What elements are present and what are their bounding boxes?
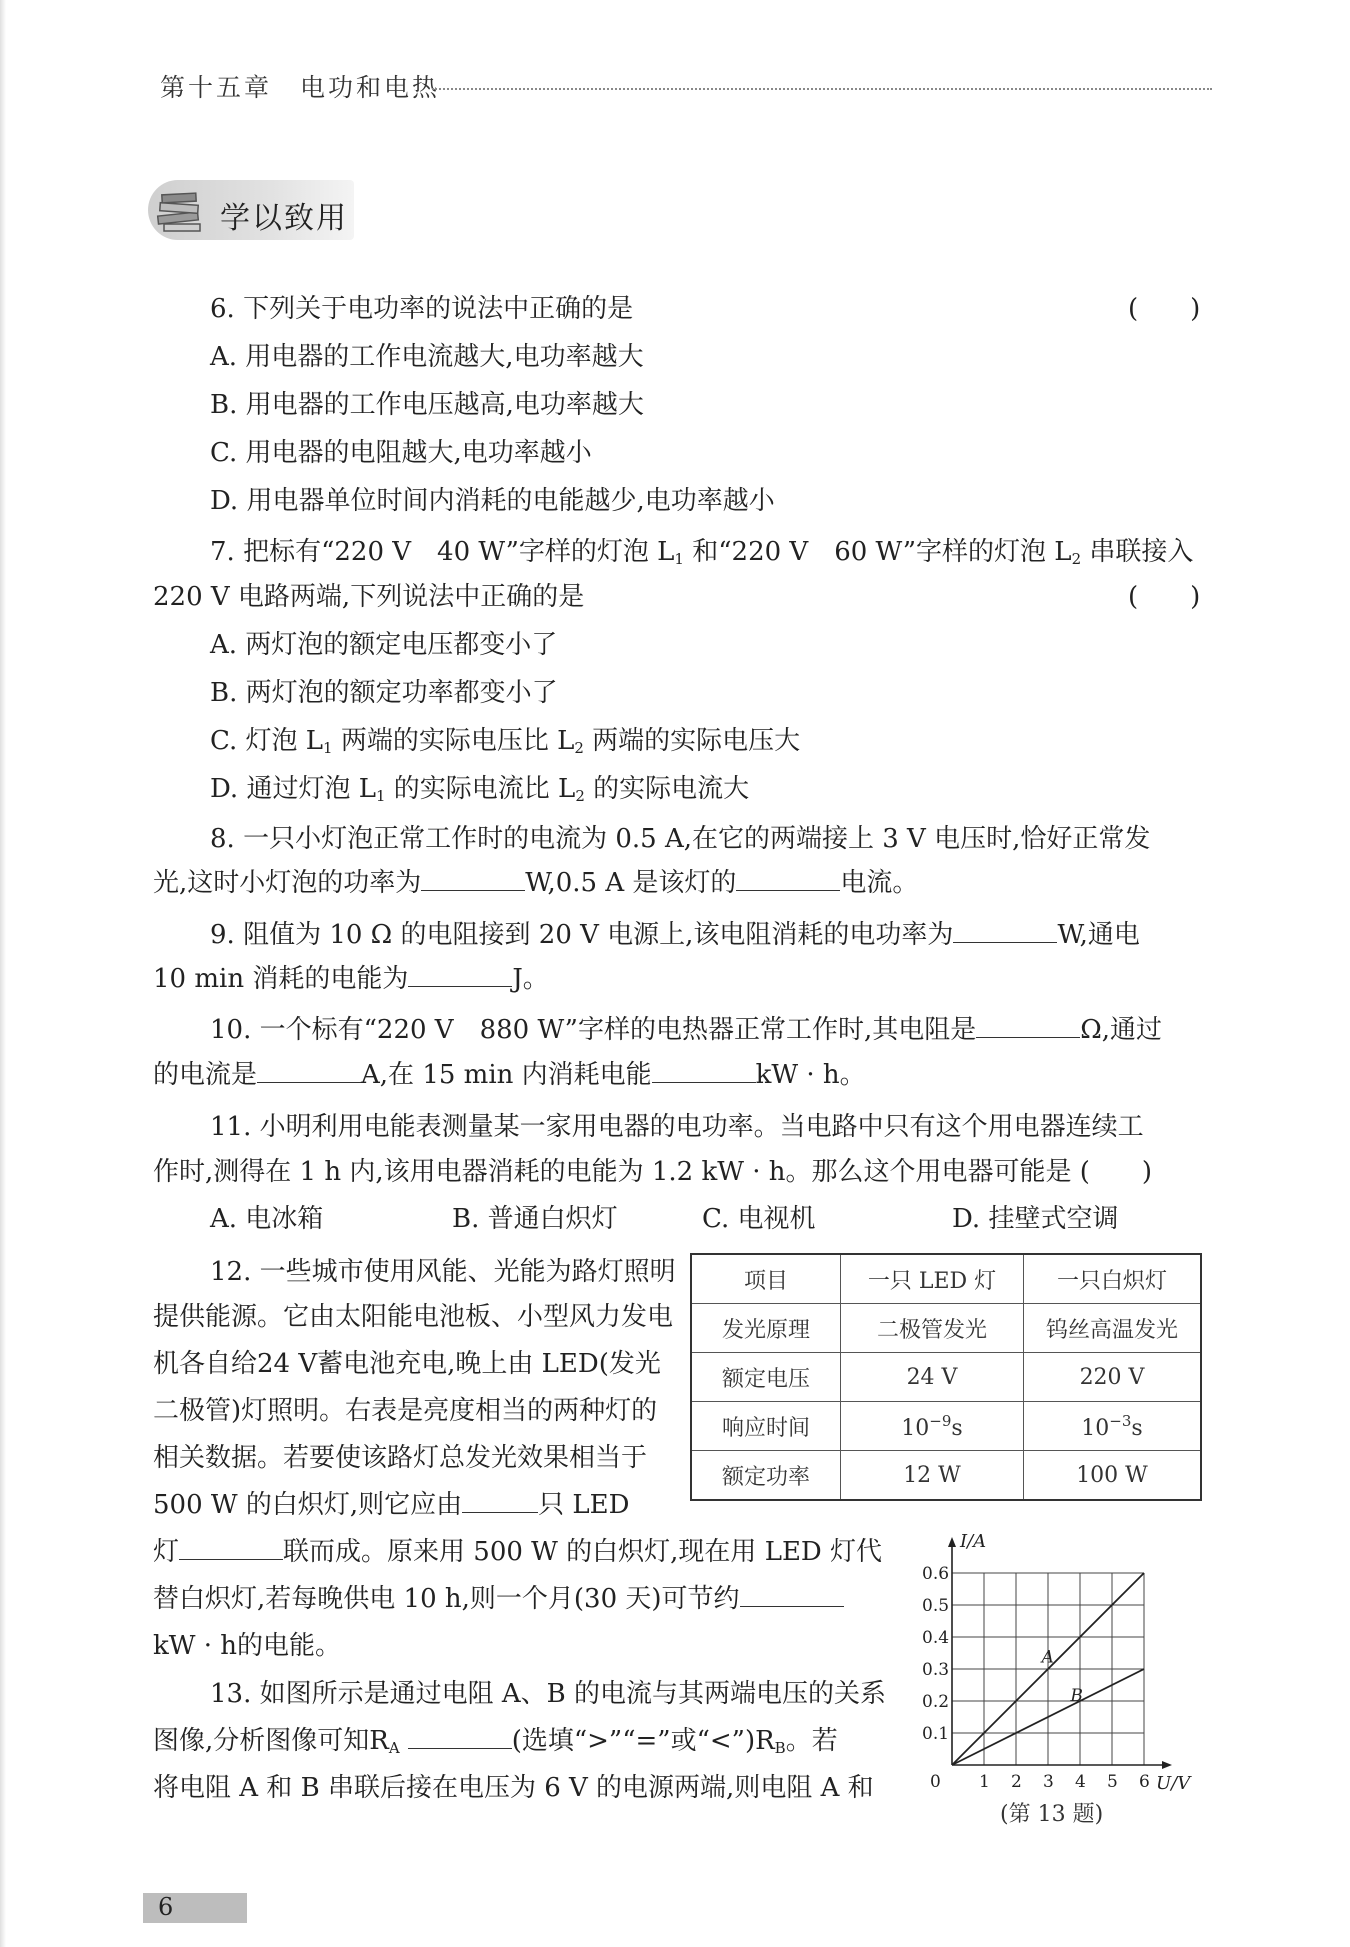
q6-option-a: A. 用电器的工作电流越大,电功率越大 <box>210 342 644 372</box>
q12-line9: kW · h的电能。 <box>153 1631 342 1661</box>
q12-line2: 提供能源。它由太阳能电池板、小型风力发电 <box>153 1302 674 1332</box>
table-cell: 发光原理 <box>691 1304 841 1353</box>
q9-blank-2[interactable] <box>408 962 512 987</box>
q6-option-c: C. 用电器的电阻越大,电功率越小 <box>210 438 592 468</box>
y-tick-label: 0.1 <box>922 1724 950 1744</box>
q13-blank-1[interactable] <box>408 1724 512 1749</box>
q13-line2: 图像,分析图像可知$R_A$ (选填“>”“=”或“$<”)R_B$。若 <box>153 1726 838 1757</box>
q9-line1: 9. 阻值为 10 Ω 的电阻接到 20 V 电源上,该电阻消耗的电功率为 W,通电 <box>210 920 1140 950</box>
table-row <box>691 1451 1201 1501</box>
table-cell: 12 W <box>841 1451 1024 1501</box>
x-tick-label: 3 <box>1043 1772 1054 1792</box>
q9-blank-1[interactable] <box>953 918 1057 943</box>
q10-line2: 的电流是 A,在 15 min 内消耗电能 kW · h。 <box>153 1060 866 1090</box>
table-row <box>691 1304 1201 1353</box>
q10-blank-2[interactable] <box>257 1058 361 1083</box>
page-edge-shadow <box>0 0 6 1947</box>
table-cell: 100 W <box>1024 1451 1202 1501</box>
q12-line4: 二极管)灯照明。右表是亮度相当的两种灯的 <box>153 1396 658 1426</box>
table-cell: 钨丝高温发光 <box>1024 1304 1202 1353</box>
y-axis-label: I/A <box>960 1531 987 1552</box>
q8-blank-2[interactable] <box>736 866 840 891</box>
x-tick-label: 5 <box>1107 1772 1118 1792</box>
x-tick-label: 0 <box>930 1772 941 1792</box>
q7-stem-line1: 7. 把标有“220 V 40 W”字样的灯泡 $L_1$ 和“220 V 60 W”字样的灯泡 $L_2$ 串联接入 <box>210 537 1194 568</box>
x-tick-label: 1 <box>979 1772 990 1792</box>
q12-line1: 12. 一些城市使用风能、光能为路灯照明 <box>210 1257 676 1287</box>
q6-option-d: D. 用电器单位时间内消耗的电能越少,电功率越小 <box>210 486 775 516</box>
iv-graph <box>920 1515 1210 1795</box>
y-tick-label: 0.2 <box>922 1692 950 1712</box>
table-cell: 二极管发光 <box>841 1304 1024 1353</box>
page-number: 6 <box>158 1893 174 1921</box>
figure-caption: (第 13 题) <box>1000 1802 1104 1827</box>
chapter-title: 第十五章 电功和电热 <box>160 73 441 102</box>
table-cell: 额定功率 <box>691 1451 841 1501</box>
y-tick-label: 0.5 <box>922 1596 950 1616</box>
table-header-cell: 一只白炽灯 <box>1024 1254 1202 1304</box>
header-divider <box>432 88 1212 90</box>
q12-blank-1[interactable] <box>462 1488 538 1513</box>
q13-line1: 13. 如图所示是通过电阻 A、B 的电流与其两端电压的关系 <box>210 1679 887 1709</box>
q7-answer-bracket: ( ) <box>1128 582 1201 612</box>
x-axis-arrow <box>1162 1761 1172 1769</box>
q12-line8: 替白炽灯,若每晚供电 10 h,则一个月(30 天)可节约 <box>153 1582 844 1616</box>
q12-blank-2[interactable] <box>179 1535 283 1560</box>
q7-option-c: C. 灯泡 $L_1$ 两端的实际电压比 $L_2$ 两端的实际电压大 <box>210 726 801 757</box>
x-tick-label: 4 <box>1075 1772 1086 1792</box>
q12-blank-3[interactable] <box>740 1582 844 1607</box>
x-axis-label: U/V <box>1156 1773 1191 1794</box>
q7-stem-line2: 220 V 电路两端,下列说法中正确的是 <box>153 582 585 612</box>
q12-line5: 相关数据。若要使该路灯总发光效果相当于 <box>153 1443 648 1473</box>
y-tick-label: 0.4 <box>922 1628 950 1648</box>
table-cell: 响应时间 <box>691 1402 841 1451</box>
q12-line3: 机各自给24 V蓄电池充电,晚上由 LED(发光 <box>153 1349 661 1379</box>
led-comparison-table <box>690 1253 1202 1501</box>
q8-blank-1[interactable] <box>421 866 525 891</box>
table-row <box>691 1402 1201 1451</box>
y-tick-label: 0.6 <box>922 1564 950 1584</box>
table-cell: 220 V <box>1024 1353 1202 1402</box>
table-header-row <box>691 1254 1201 1304</box>
table-cell: 额定电压 <box>691 1353 841 1402</box>
q11-option-c: C. 电视机 <box>702 1204 816 1234</box>
q8-line2: 光,这时小灯泡的功率为 W,0.5 A 是该灯的 电流。 <box>153 868 919 898</box>
q7-option-d: D. 通过灯泡 $L_1$ 的实际电流比 $L_2$ 的实际电流大 <box>210 774 750 805</box>
books-icon <box>152 182 208 238</box>
q12-line7: 灯 联而成。原来用 500 W 的白炽灯,现在用 LED 灯代 <box>153 1537 883 1567</box>
q6-option-b: B. 用电器的工作电压越高,电功率越大 <box>210 390 644 420</box>
q13-line3: 将电阻 A 和 B 串联后接在电压为 6 V 的电源两端,则电阻 A 和 <box>153 1773 874 1803</box>
q11-option-d: D. 挂壁式空调 <box>952 1204 1119 1234</box>
q9-line2: 10 min 消耗的电能为 J。 <box>153 964 549 994</box>
q10-blank-1[interactable] <box>976 1013 1080 1038</box>
x-tick-label: 2 <box>1011 1772 1022 1792</box>
table-cell: 24 V <box>841 1353 1024 1402</box>
q11-option-b: B. 普通白炽灯 <box>452 1204 618 1234</box>
q10-blank-3[interactable] <box>652 1058 756 1083</box>
table-header-cell: 一只 LED 灯 <box>841 1254 1024 1304</box>
y-axis-arrow <box>948 1537 956 1547</box>
table-row <box>691 1353 1201 1402</box>
q6-answer-bracket: ( ) <box>1128 294 1201 324</box>
q12-line6: 500 W 的白炽灯,则它应由 只 LED <box>153 1490 630 1520</box>
x-tick-label: 6 <box>1139 1772 1150 1792</box>
y-tick-label: 0.3 <box>922 1660 950 1680</box>
q7-option-a: A. 两灯泡的额定电压都变小了 <box>210 630 558 660</box>
series-label-a: A <box>1041 1647 1054 1668</box>
series-label-b: B <box>1070 1686 1083 1706</box>
q11-line2: 作时,测得在 1 h 内,该用电器消耗的电能为 1.2 kW · h。那么这个用电器可能是 ( ) <box>153 1157 1153 1187</box>
table-cell: $10^{-9}s$ <box>841 1402 1024 1451</box>
q11-line1: 11. 小明利用电能表测量某一家用电器的电功率。当电路中只有这个用电器连续工 <box>210 1112 1144 1142</box>
q6-stem: 6. 下列关于电功率的说法中正确的是 <box>210 294 634 324</box>
q10-line1: 10. 一个标有“220 V 880 W”字样的电热器正常工作时,其电阻是 Ω,通过 <box>210 1015 1163 1045</box>
section-title: 学以致用 <box>220 201 348 236</box>
q11-option-a: A. 电冰箱 <box>210 1204 324 1234</box>
q8-line1: 8. 一只小灯泡正常工作时的电流为 0.5 A,在它的两端接上 3 V 电压时,恰好正常发 <box>210 824 1151 854</box>
table-cell: $10^{-3}s$ <box>1024 1402 1202 1451</box>
q7-option-b: B. 两灯泡的额定功率都变小了 <box>210 678 558 708</box>
table-header-cell: 项目 <box>691 1254 841 1304</box>
